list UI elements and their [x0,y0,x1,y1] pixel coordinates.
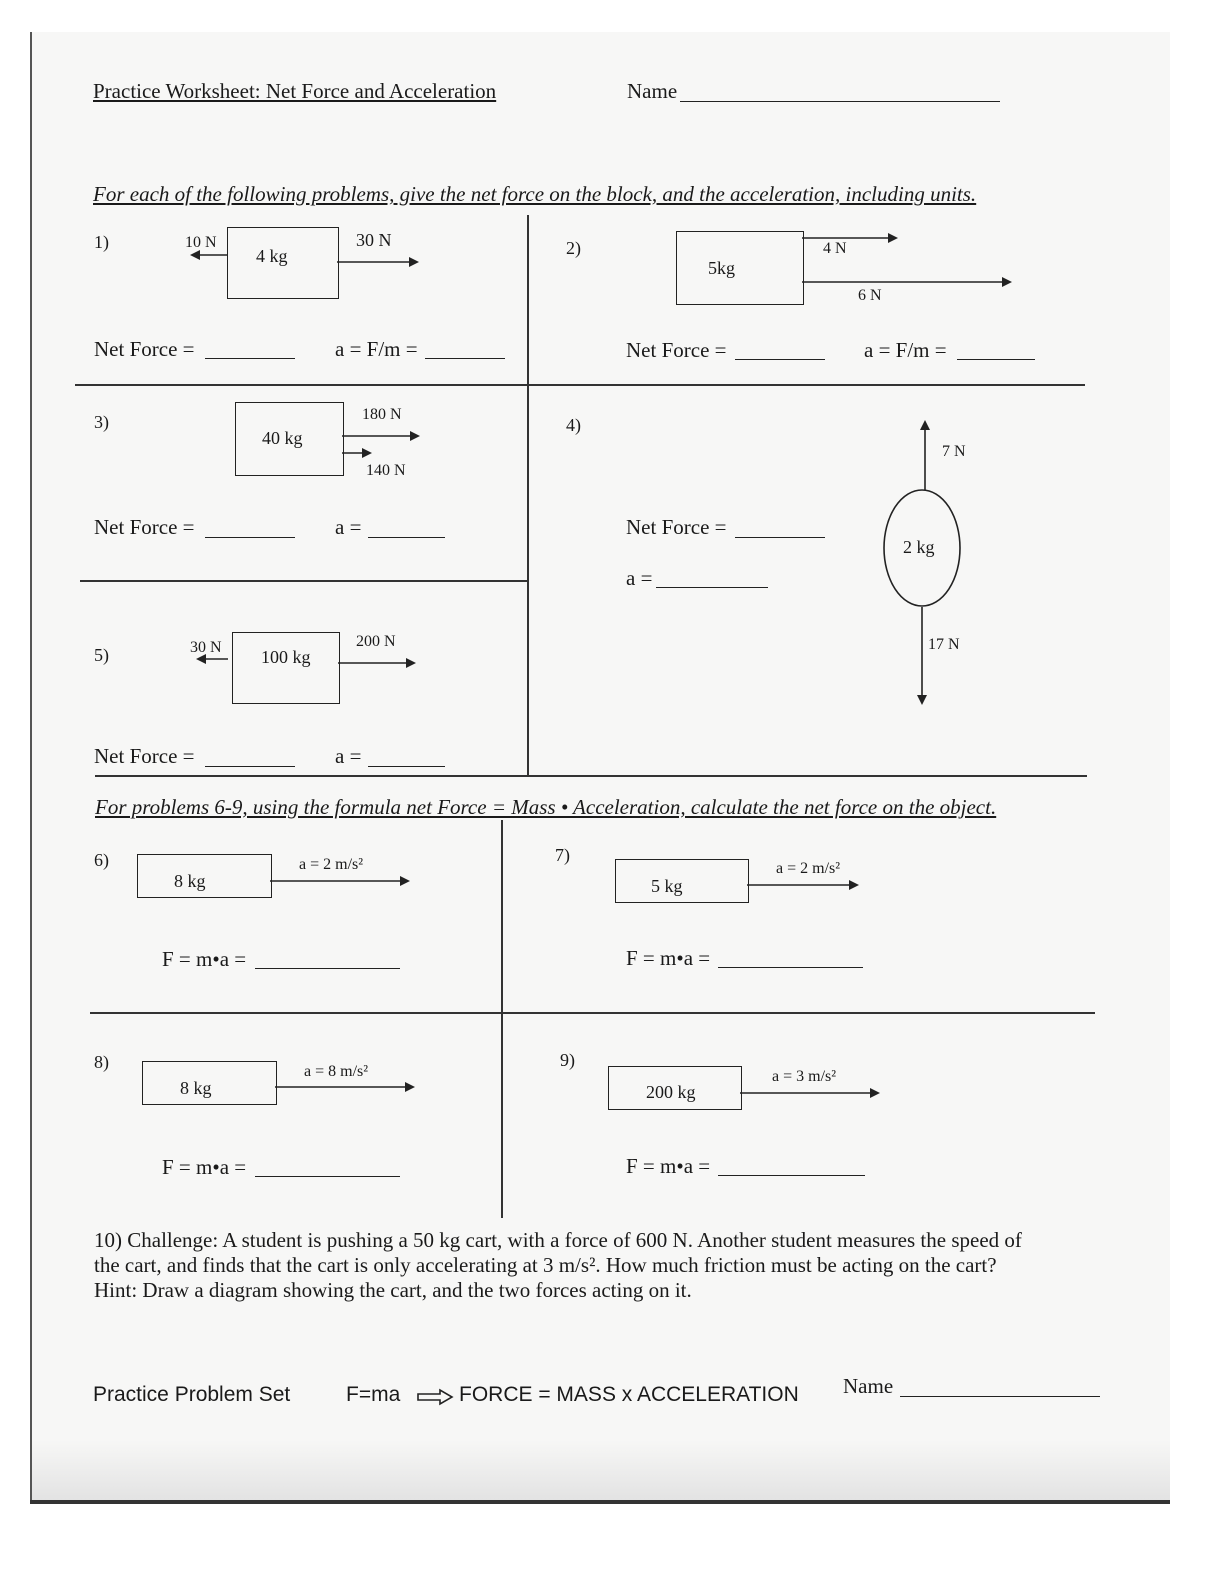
problem-4-net-force-label: Net Force = [626,515,727,539]
right-arrow-icon [802,275,1012,289]
problem-6-mass: 8 kg [174,871,206,891]
left-arrow-icon [196,652,230,666]
problem-8-answer-blank[interactable] [255,1176,400,1177]
footer-left: Practice Problem Set [93,1383,291,1406]
challenge-line-3: Hint: Draw a diagram showing the cart, and the two forces acting on it. [94,1278,692,1302]
problem-3-force-a: 180 N [362,406,402,423]
problem-1-mass: 4 kg [256,246,288,266]
challenge-line-2: the cart, and finds that the cart is only accelerating at 3 m/s². How much friction must be acting on the cart? [94,1253,997,1277]
challenge-problem [94,1228,1104,1303]
problem-7-mass: 5 kg [651,876,683,896]
problem-9-mass: 200 kg [646,1082,696,1102]
right-arrow-icon [338,656,416,670]
problem-2-net-force-blank[interactable] [735,359,825,360]
problem-3-net-force-blank[interactable] [205,537,295,538]
problem-3-number: 3) [94,412,109,432]
problem-6-accel: a = 2 m/s² [299,856,364,873]
problem-1-accel-blank[interactable] [425,358,505,359]
problem-4-accel-label: a = [626,566,653,590]
problem-9-f-label: F = m•a = [626,1154,711,1178]
right-arrow-icon [342,429,420,443]
problem-7-f-label: F = m•a = [626,946,711,970]
problem-1-left-force: 10 N [185,234,217,251]
problem-5-mass: 100 kg [261,647,311,667]
name-blank[interactable] [680,101,1000,102]
problem-1-net-force-blank[interactable] [205,358,295,359]
divider-row-1 [75,384,1085,386]
page-shadow [30,1440,1170,1500]
problem-9-answer-blank[interactable] [718,1175,865,1176]
instructions-middle: For problems 6-9, using the formula net Force = Mass • Acceleration, calculate the net force on the object. [95,795,997,819]
problem-9-number: 9) [560,1050,575,1070]
up-arrow-icon [918,420,932,490]
footer-right: FORCE = MASS x ACCELERATION [459,1383,799,1406]
problem-8-mass: 8 kg [180,1078,212,1098]
problem-2-mass: 5kg [708,258,735,278]
worksheet-title: Practice Worksheet: Net Force and Acceleration [93,79,497,103]
divider-vertical-top [527,215,529,775]
problem-3-net-force-label: Net Force = [94,515,195,539]
problem-7-number: 7) [555,845,570,865]
problem-5-accel-label: a = [335,744,362,768]
problem-2-force-b: 6 N [858,287,882,304]
problem-2-block [676,231,804,305]
problem-6-number: 6) [94,850,109,870]
problem-1-number: 1) [94,232,109,252]
page-edge-left [30,32,32,1502]
problem-5-right-force: 200 N [356,633,396,650]
problem-4-accel-blank[interactable] [656,587,768,588]
problem-3-accel-label: a = [335,515,362,539]
name-label: Name [627,79,678,103]
down-arrow-icon [915,607,929,705]
problem-8-number: 8) [94,1052,109,1072]
right-arrow-icon [270,874,410,888]
divider-vertical-bottom [501,820,503,1218]
problem-2-force-a: 4 N [823,240,847,257]
problem-4-number: 4) [566,415,581,435]
problem-8-f-label: F = m•a = [162,1155,247,1179]
right-arrow-icon [802,231,898,245]
right-arrow-icon [275,1080,415,1094]
right-arrow-icon [747,878,859,892]
footer-name-label: Name [843,1374,894,1398]
problem-2-net-force-label: Net Force = [626,338,727,362]
left-arrow-icon [190,248,230,262]
problem-3-mass: 40 kg [262,428,303,448]
problem-4-down-force: 17 N [928,636,960,653]
right-arrow-icon [740,1086,880,1100]
right-arrow-icon [337,255,419,269]
problem-6-f-label: F = m•a = [162,947,247,971]
divider-row-2-left [80,580,528,582]
problem-7-answer-blank[interactable] [718,967,863,968]
problem-4-up-force: 7 N [942,443,966,460]
problem-4-net-force-blank[interactable] [735,537,825,538]
problem-5-net-force-label: Net Force = [94,744,195,768]
problem-2-accel-label: a = F/m = [864,338,947,362]
problem-5-net-force-blank[interactable] [205,766,295,767]
problem-3-force-b: 140 N [366,462,406,479]
problem-1-right-force: 30 N [356,230,392,250]
problem-3-accel-blank[interactable] [368,537,445,538]
instructions-top: For each of the following problems, give the net force on the block, and the acceleration, including units. [93,182,977,206]
problem-6-answer-blank[interactable] [255,968,400,969]
challenge-line-1: 10) Challenge: A student is pushing a 50 kg cart, with a force of 600 N. Another student measures the speed of [94,1228,1022,1252]
problem-5-block [232,632,340,704]
problem-8-accel: a = 8 m/s² [304,1063,369,1080]
problem-5-left-force: 30 N [190,639,222,656]
right-arrow-icon [342,446,372,460]
problem-9-accel: a = 3 m/s² [772,1068,837,1085]
problem-4-mass: 2 kg [903,537,935,557]
right-arrow-icon [418,1389,454,1405]
divider-row-4 [90,1012,1095,1014]
divider-row-3 [95,775,1087,777]
footer-name-blank[interactable] [900,1396,1100,1397]
problem-5-accel-blank[interactable] [368,766,445,767]
problem-5-number: 5) [94,645,109,665]
problem-2-number: 2) [566,238,581,258]
problem-1-net-force-label: Net Force = [94,337,195,361]
page-edge-bottom [30,1500,1170,1504]
footer-formula: F=ma [346,1383,401,1406]
problem-2-accel-blank[interactable] [957,359,1035,360]
problem-7-accel: a = 2 m/s² [776,860,841,877]
problem-1-accel-label: a = F/m = [335,337,418,361]
